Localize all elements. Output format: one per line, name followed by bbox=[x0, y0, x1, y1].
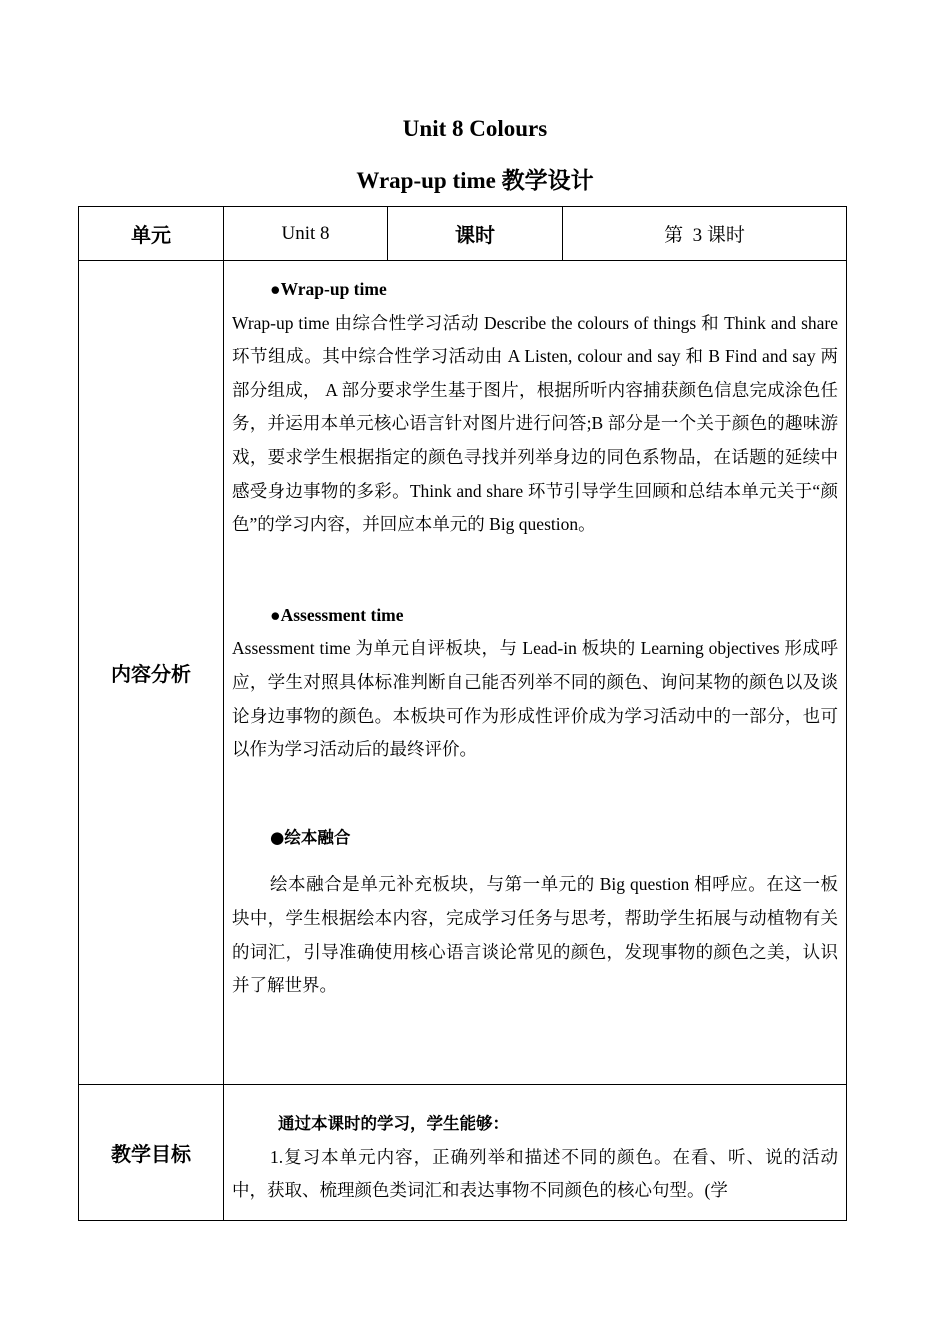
unit-label: 单元 bbox=[79, 207, 224, 261]
lesson-plan-table bbox=[78, 206, 847, 1221]
lesson-value: 第 3 课时 bbox=[563, 207, 847, 261]
teaching-goals-cell bbox=[224, 1085, 847, 1221]
content-analysis-cell bbox=[224, 261, 847, 1085]
document-subtitle: Wrap-up time 教学设计 bbox=[356, 168, 594, 193]
section-heading-picturebook: ●绘本融合 bbox=[270, 827, 351, 847]
lesson-label: 课时 bbox=[388, 207, 563, 261]
goals-intro: 通过本课时的学习，学生能够： bbox=[278, 1114, 509, 1133]
section-text-assessment: Assessment time 为单元自评板块，与 Lead-in 板块的 Learning objectives 形成呼应，学生对照具体标准判断自己能否列举不同的颜色、询问某物的颜色以及谈论身边事物的颜色。本板块可作为形成性评价成为学习活动中的一部分，也可以作为学习活动后的最终评价。 bbox=[232, 638, 838, 760]
goal-item-1: 1.复习本单元内容，正确列举和描述不同的颜色。在看、听、说的活动中，获取、梳理颜色类词汇和表达事物不同颜色的核心句型。(学 bbox=[232, 1146, 838, 1201]
teaching-goals-row bbox=[79, 1085, 847, 1221]
header-row bbox=[79, 207, 847, 261]
content-analysis-label: 内容分析 bbox=[79, 261, 224, 1085]
section-heading-wrapup: ●Wrap-up time bbox=[270, 279, 387, 299]
content-analysis-row bbox=[79, 261, 847, 1085]
teaching-goals-label: 教学目标 bbox=[79, 1085, 224, 1221]
section-text-wrapup: Wrap-up time 由综合性学习活动 Describe the colours of things 和 Think and share 环节组成。其中综合性学习活动由 A Listen, colour and say 和 B Find and say 两部分组成， A 部分要求学生基于图片，根据所听内容捕获颜色信息完成涂色任务，并运用本单元核心语言针对图片进行问答;B 部分是一个关于颜色的趣味游戏，要求学生根据指定的颜色寻找并列举身边的同色系物品，在话题的延续中感受身边事物的多彩。Think and share 环节引导学生回顾和总结本单元关于“颜色”的学习内容，并回应本单元的 Big question。 bbox=[232, 312, 838, 535]
section-heading-assessment: ●Assessment time bbox=[270, 604, 404, 625]
unit-value: Unit 8 bbox=[224, 207, 388, 261]
section-text-picturebook: 绘本融合是单元补充板块，与第一单元的 Big question 相呼应。在这一板块中，学生根据绘本内容，完成学习任务与思考，帮助学生拓展与动植物有关的词汇，引导准确使用核心语言谈论常见的颜色，发现事物的颜色之美，认识并了解世界。 bbox=[232, 874, 838, 996]
document-title: Unit 8 Colours bbox=[402, 116, 548, 141]
